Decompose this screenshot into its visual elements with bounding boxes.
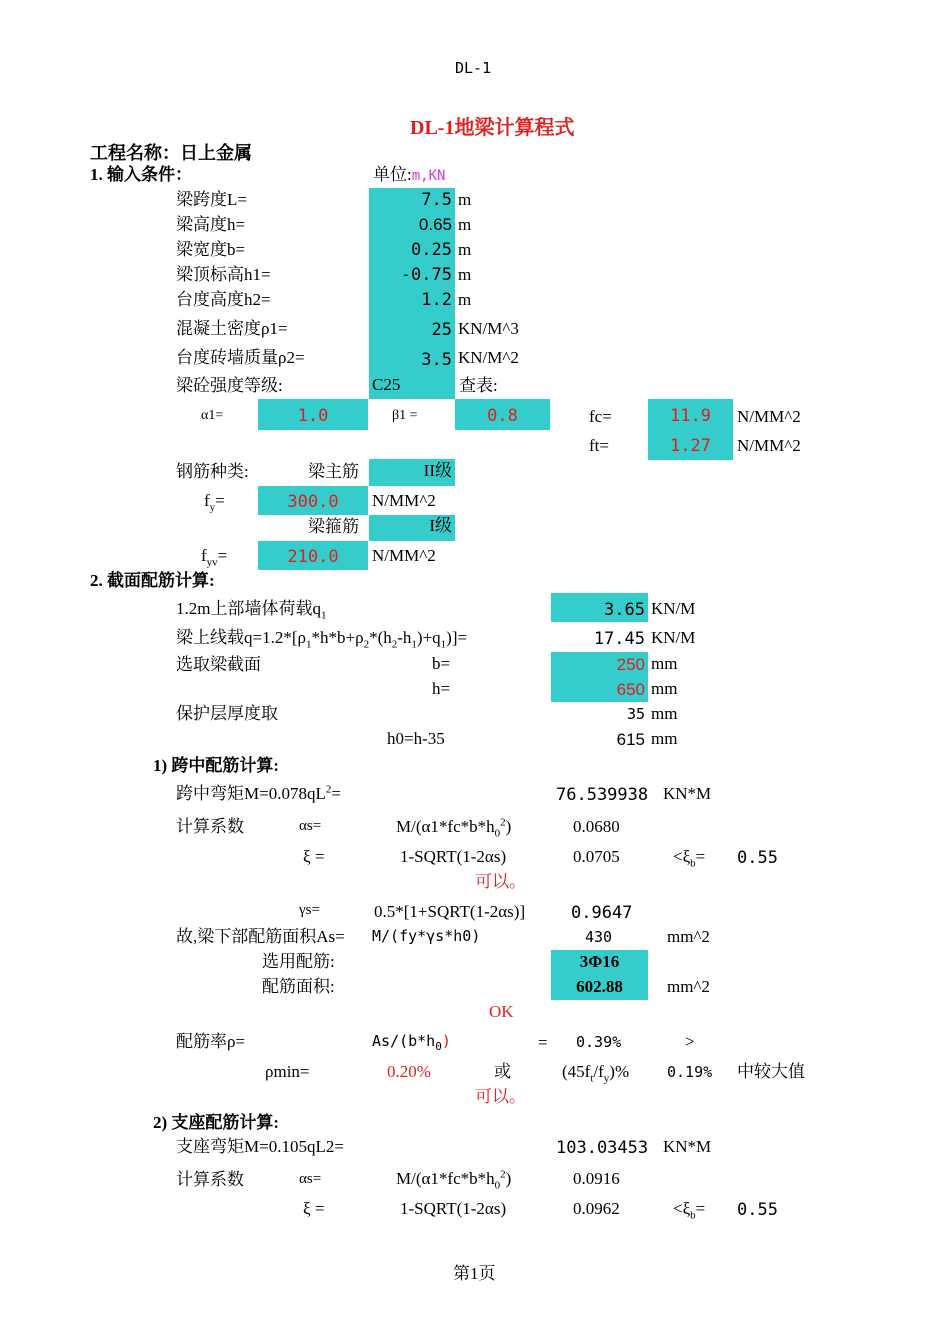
rho-formula: $As/(b*h_0)$ — [372, 1032, 451, 1053]
input-value-concrete-density[interactable]: 25 — [431, 320, 452, 340]
midspan-as-label: αs= — [299, 818, 322, 834]
q1-unit: KN/M — [651, 599, 696, 618]
input-label-span: 梁跨度L= — [176, 190, 247, 209]
selected-area-label: 配筋面积: — [262, 977, 335, 996]
selected-area-value: 602.88 — [576, 977, 623, 996]
h0-unit: mm — [651, 729, 678, 748]
input-value-top-elevation[interactable]: -0.75 — [400, 265, 452, 285]
q1-value[interactable]: 3.65 — [604, 600, 645, 620]
support-as-label: αs= — [299, 1171, 322, 1187]
support-xi-label: ξ = — [303, 1199, 325, 1218]
cover-unit: mm — [651, 704, 678, 723]
midspan-xib-label: $<\xi_b=$ — [673, 847, 706, 870]
project-name: 工程名称：日上金属 — [90, 143, 252, 163]
input-unit-span: m — [458, 190, 472, 209]
h0-value: 615 — [616, 730, 645, 749]
rho45-formula: $(45f_t/f_y)\%$ — [562, 1062, 630, 1085]
fy-unit: N/MM^2 — [372, 491, 436, 510]
rho-greater: > — [685, 1032, 695, 1051]
alpha1-value[interactable]: 1.0 — [297, 406, 329, 426]
rhomin-value: 0.20% — [387, 1062, 431, 1081]
rhomin-or: 或 — [494, 1062, 511, 1081]
midspan-coef-label: 计算系数 — [176, 817, 244, 836]
fy-label: $f_y=$ — [204, 491, 225, 514]
support-xib-label: $<\xi_b=$ — [673, 1199, 706, 1222]
fyv-unit: N/MM^2 — [372, 546, 436, 565]
support-xi-formula: 1-SQRT(1-2αs) — [400, 1199, 507, 1218]
selected-bar-label: 选用配筋: — [262, 952, 335, 971]
h0-label: h0=h-35 — [387, 729, 445, 748]
h-unit: mm — [651, 679, 678, 698]
support-moment-unit: KN*M — [663, 1137, 712, 1156]
input-unit-height: m — [458, 215, 472, 234]
support-heading: 2) 支座配筋计算: — [153, 1113, 280, 1132]
input-value-height[interactable]: 0.65 — [418, 215, 452, 234]
h-value[interactable]: 650 — [616, 680, 645, 699]
ft-unit: N/MM^2 — [737, 436, 801, 455]
cover-label: 保护层厚度取 — [176, 704, 278, 723]
rho-equals: = — [538, 1033, 548, 1052]
support-as-formula: $M/(\alpha 1*fc*b*h_0^2)$ — [396, 1168, 512, 1192]
q-label: 梁上线载$q=1.2*[\rho_1*h*b+\rho_2*(h_2-h_1)+q_1)]=$ — [176, 628, 468, 651]
fy-value[interactable]: 300.0 — [287, 492, 339, 512]
unit-value: m,KN — [411, 168, 446, 184]
support-coef-label: 计算系数 — [176, 1170, 244, 1189]
page-header: DL-1 — [455, 59, 492, 77]
input-label-height: 梁高度h= — [176, 215, 246, 234]
q-unit: KN/M — [651, 628, 696, 647]
main-bar-grade[interactable]: II级 — [423, 461, 452, 480]
midspan-ok-xi: 可以。 — [475, 872, 526, 891]
input-label-top-elevation: 梁顶标高h1= — [176, 265, 271, 284]
fyv-value[interactable]: 210.0 — [287, 547, 339, 567]
input-unit-dado-height: m — [458, 290, 472, 309]
input-label-wall-mass: 台度砖墙质量ρ2= — [176, 348, 305, 367]
input-label-dado-height: 台度高度h2= — [176, 290, 271, 309]
page-title: DL-1地梁计算程式 — [410, 117, 575, 139]
input-value-width[interactable]: 0.25 — [411, 240, 452, 260]
midspan-moment-label: 跨中弯矩$M=0.078qL^2=$ — [176, 783, 341, 803]
selected-bar-value[interactable]: 3Φ16 — [579, 952, 620, 971]
input-unit-width: m — [458, 240, 472, 259]
lookup-label: 查表: — [459, 376, 498, 395]
b-unit: mm — [651, 654, 678, 673]
midspan-gs-label: γs= — [299, 902, 320, 918]
unit-label-text: 单位: — [373, 165, 412, 184]
rho-value: 0.39% — [576, 1033, 622, 1051]
input-value-wall-mass[interactable]: 3.5 — [421, 350, 452, 370]
ft-value[interactable]: 1.27 — [670, 436, 711, 456]
ft-label: ft= — [589, 436, 609, 455]
stirrup-grade[interactable]: I级 — [429, 516, 452, 535]
input-unit-wall-mass: KN/M^2 — [458, 348, 519, 367]
midspan-xi-value: 0.0705 — [573, 847, 620, 866]
midspan-xi-label: ξ = — [303, 847, 325, 866]
midspan-gs-value: 0.9647 — [571, 903, 633, 923]
selected-area-unit: mm^2 — [667, 977, 710, 996]
q1-label: 1.2m上部墙体荷载$q_1$ — [176, 599, 327, 622]
midspan-as-value: 0.0680 — [573, 817, 620, 836]
cover-value: 35 — [626, 705, 645, 723]
midspan-as-formula: $M/(\alpha 1*fc*b*h_0^2)$ — [396, 816, 512, 840]
midspan-moment-value: 76.539938 — [556, 785, 649, 805]
alpha1-label: α1= — [201, 408, 224, 423]
h-label: h= — [432, 679, 451, 698]
rhomin-label: ρmin= — [265, 1062, 310, 1081]
input-label-width: 梁宽度b= — [176, 240, 246, 259]
support-as-value: 0.0916 — [573, 1169, 620, 1188]
input-value-span[interactable]: 7.5 — [421, 190, 452, 210]
support-moment-label: 支座弯矩M=0.105qL2= — [176, 1137, 344, 1156]
input-value-dado-height[interactable]: 1.2 — [421, 290, 452, 310]
concrete-grade-label: 梁砼强度等级: — [176, 376, 283, 395]
fc-value[interactable]: 11.9 — [670, 406, 711, 426]
unit-label — [373, 165, 445, 185]
page-footer: 第1页 — [453, 1264, 496, 1283]
midspan-moment-unit: KN*M — [663, 784, 712, 803]
rho-label: 配筋率ρ= — [176, 1032, 246, 1051]
rho45-value: 0.19% — [667, 1063, 713, 1081]
input-unit-concrete-density: KN/M^3 — [458, 319, 519, 338]
concrete-grade-value[interactable]: C25 — [372, 375, 401, 394]
fc-label: fc= — [589, 407, 612, 426]
fc-unit: N/MM^2 — [737, 407, 801, 426]
midspan-gs-formula: 0.5*[1+SQRT(1-2αs)] — [374, 902, 526, 921]
main-bar-label: 梁主筋 — [308, 462, 359, 481]
section-input-heading: 1. 输入条件： — [90, 165, 192, 184]
support-xi-value: 0.0962 — [573, 1199, 620, 1218]
b-label: b= — [432, 654, 451, 673]
section-calc-heading: 2. 截面配筋计算: — [90, 571, 215, 590]
b-value[interactable]: 250 — [616, 655, 645, 674]
steel-type-label: 钢筋种类: — [176, 462, 249, 481]
midspan-heading: 1) 跨中配筋计算: — [153, 756, 280, 775]
midspan-xib-value: 0.55 — [737, 848, 778, 868]
support-moment-value: 103.03453 — [556, 1138, 649, 1158]
midspan-ok-rho: 可以。 — [475, 1087, 526, 1106]
stirrup-label: 梁箍筋 — [308, 517, 359, 536]
q-value: 17.45 — [593, 629, 645, 649]
beta1-value[interactable]: 0.8 — [487, 406, 518, 426]
midspan-area-formula: M/(fy*γs*h0) — [372, 927, 481, 945]
support-xib-value: 0.55 — [737, 1200, 778, 1220]
fyv-label: $f_{yv}=$ — [201, 546, 228, 569]
midspan-area-label: 故,梁下部配筋面积As= — [176, 927, 345, 946]
midspan-xi-formula: 1-SQRT(1-2αs) — [400, 847, 507, 866]
input-unit-top-elevation: m — [458, 265, 472, 284]
beta1-label: β1 = — [392, 408, 418, 423]
midspan-area-value: 430 — [585, 928, 613, 946]
input-label-concrete-density: 混凝土密度ρ1= — [176, 319, 288, 338]
rhomax-label: 中较大值 — [737, 1062, 805, 1081]
section-select-label: 选取梁截面 — [176, 655, 261, 674]
midspan-ok-area: OK — [489, 1002, 514, 1021]
midspan-area-unit: mm^2 — [667, 927, 710, 946]
